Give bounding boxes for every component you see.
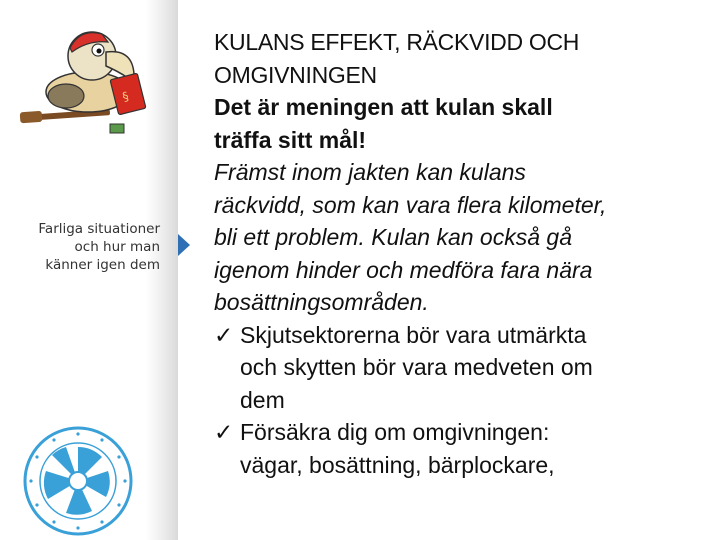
italic-text-line: bosättningsområden.: [214, 289, 429, 315]
svg-text:§: §: [120, 89, 131, 105]
section-caption: [10, 220, 160, 274]
slide-content: [214, 26, 710, 481]
bullet-text-line: vägar, bosättning, bärplockare,: [240, 451, 555, 478]
bullet-text-line: dem: [240, 386, 285, 413]
italic-text-line: bli ett problem. Kulan kan också gå: [214, 224, 572, 250]
section-arrow-icon: [178, 234, 190, 256]
checkmark-icon: ✓: [214, 321, 234, 348]
caption-line: känner igen dem: [45, 257, 160, 273]
bullet-text-line: och skytten bör vara medveten om: [240, 354, 593, 380]
bullet-item: [214, 416, 710, 481]
bullet-item: [214, 319, 710, 417]
caption-line: Farliga situationer: [38, 221, 160, 237]
caption-line: och hur man: [74, 239, 160, 255]
bullet-text-line: Försäkra dig om omgivningen:: [240, 419, 550, 445]
sidebar-panel: [0, 0, 178, 540]
bullet-text-line: Skjutsektorerna bör vara utmärkta: [240, 321, 587, 348]
italic-text-line: igenom hinder och medföra fara nära: [214, 256, 593, 283]
italic-text-line: Främst inom jakten kan kulans: [214, 159, 526, 185]
mascot-bird-reading-illustration: [18, 12, 158, 140]
bold-statement-line: Det är meningen att kulan skall: [214, 94, 553, 120]
slide-title-line: OMGIVNINGEN: [214, 61, 377, 88]
italic-text-line: räckvidd, som kan vara flera kilometer,: [214, 191, 607, 218]
bold-statement-line: träffa sitt mål!: [214, 126, 367, 153]
checkmark-icon: ✓: [214, 419, 234, 445]
slide-title-line: KULANS EFFEKT, RÄCKVIDD OCH: [214, 29, 580, 55]
organization-logo: [22, 425, 134, 537]
